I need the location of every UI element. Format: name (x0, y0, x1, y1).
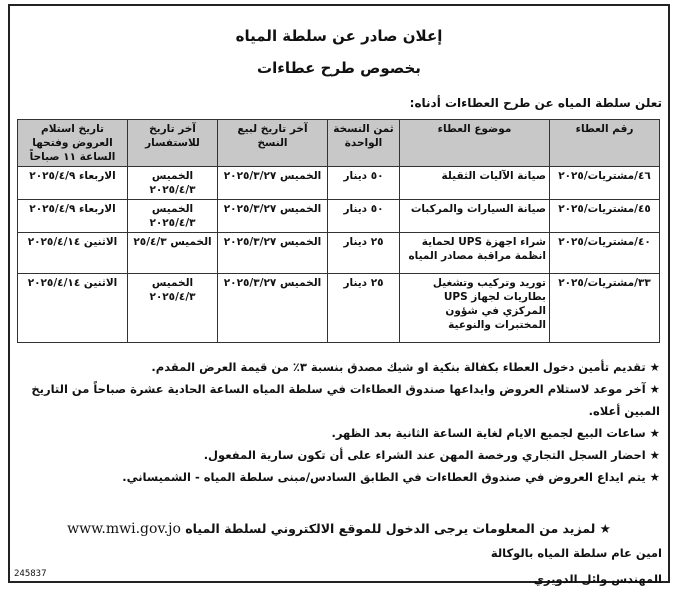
opening-date: الاربعاء ٢٠٢٥/٤/٩ (18, 200, 128, 233)
header-copy-price: ثمن النسخة الواحدة (328, 120, 400, 167)
opening-date: الاربعاء ٢٠٢٥/٤/٩ (18, 167, 128, 200)
announcement-intro: تعلن سلطة المياه عن طرح العطاءات أدناه: (409, 96, 662, 110)
last-sale-date: الخميس ٢٠٢٥/٣/٢٧ (218, 233, 328, 274)
note-required-documents: ★ احضار السجل التجاري ورخصة المهن عند الشراء على أن تكون سارية المفعول. (203, 448, 660, 462)
note-submission-location: ★ يتم ايداع العروض في صندوق العطاءات في الطابق السادس/مبنى سلطة المياه - الشميساني. (122, 470, 660, 484)
copy-price: ٥٠ دينار (328, 200, 400, 233)
table-header-row (18, 120, 660, 167)
ad-reference-number: 245837 (14, 569, 47, 579)
tender-notes (15, 356, 660, 488)
last-inquiry-date: الخميس ٢٠٢٥/٤/٣ (128, 274, 218, 343)
last-inquiry-date: الخميس ٢٠٢٥/٤/٣ (128, 200, 218, 233)
opening-date: الاثنين ٢٠٢٥/٤/١٤ (18, 274, 128, 343)
header-opening-date: تاريخ استلام العروض وفتحها الساعة ١١ صباحاً (18, 120, 128, 167)
table-row (18, 200, 660, 233)
signatory-name: المهندس وائل الدويري (533, 572, 662, 586)
signatory-position: امين عام سلطة المياه بالوكالة (490, 546, 662, 560)
copy-price: ٢٥ دينار (328, 233, 400, 274)
tender-number: ٤٦/مشتريات/٢٠٢٥ (550, 167, 660, 200)
header-tender-subject: موضوع العطاء (400, 120, 550, 167)
more-info-text: ★ لمزيد من المعلومات يرجى الدخول للموقع الالكتروني لسلطة المياه (185, 521, 611, 536)
tender-number: ٤٠/مشتريات/٢٠٢٥ (550, 233, 660, 274)
tender-subject: صيانة الآليات الثقيلة (400, 167, 550, 200)
last-sale-date: الخميس ٢٠٢٥/٣/٢٧ (218, 167, 328, 200)
last-inquiry-date: الخميس ٢٥/٤/٣ (128, 233, 218, 274)
tender-subject: صيانة السيارات والمركبات (400, 200, 550, 233)
tender-number: ٣٣/مشتريات/٢٠٢٥ (550, 274, 660, 343)
last-inquiry-date: الخميس ٢٠٢٥/٤/٣ (128, 167, 218, 200)
tenders-table (17, 119, 660, 343)
tender-subject: توريد وتركيب وتشغيل بطاريات لجهاز UPS المركزي في شؤون المختبرات والنوعية (400, 274, 550, 343)
header-last-sale-date: آخر تاريخ لبيع النسخ (218, 120, 328, 167)
more-info (10, 521, 668, 537)
last-sale-date: الخميس ٢٠٢٥/٣/٢٧ (218, 200, 328, 233)
opening-date: الاثنين ٢٠٢٥/٤/١٤ (18, 233, 128, 274)
tender-number: ٤٥/مشتريات/٢٠٢٥ (550, 200, 660, 233)
last-sale-date: الخميس ٢٠٢٥/٣/٢٧ (218, 274, 328, 343)
table-row (18, 233, 660, 274)
table-row (18, 274, 660, 343)
header-last-inquiry-date: آخر تاريخ للاستفسار (128, 120, 218, 167)
table-row (18, 167, 660, 200)
announcement-subtitle: بخصوص طرح عطاءات (257, 59, 421, 77)
note-bid-bond: ★ تقديم تأمين دخول العطاء بكفالة بنكية او شيك مصدق بنسبة ٣٪ من قيمة العرض المقدم. (151, 360, 660, 374)
header-tender-number: رقم العطاء (550, 120, 660, 167)
copy-price: ٥٠ دينار (328, 167, 400, 200)
tender-subject: شراء اجهزة UPS لحماية انظمة مراقبة مصادر المياه (400, 233, 550, 274)
copy-price: ٢٥ دينار (328, 274, 400, 343)
tender-announcement (8, 4, 670, 586)
announcement-title: إعلان صادر عن سلطة المياه (235, 27, 443, 45)
note-sale-hours: ★ ساعات البيع لجميع الايام لغاية الساعة الثانية بعد الظهر. (331, 426, 660, 440)
website-link[interactable]: www.mwi.gov.jo (67, 521, 181, 537)
note-submission-deadline: ★ آخر موعد لاستلام العروض وايداعها صندوق العطاءات في سلطة المياه الساعة الحادية عشرة صباحاً من التاريخ المبين أعلاه. (31, 382, 660, 418)
